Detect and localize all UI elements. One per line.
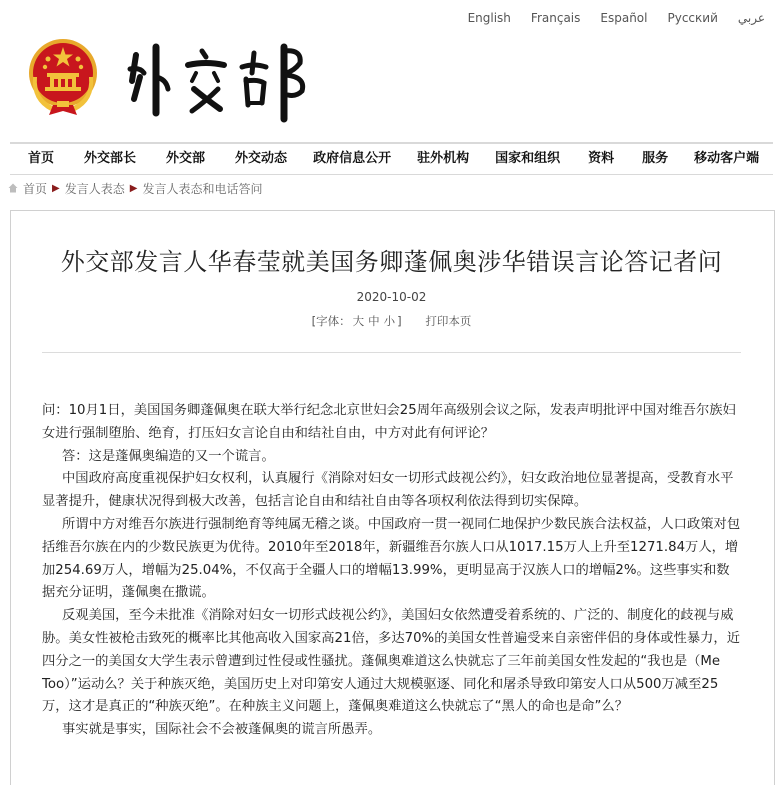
lang-english[interactable]: English [467,11,511,25]
breadcrumb-home[interactable]: 首页 [23,181,48,196]
font-size-large[interactable]: 大 [352,314,365,328]
breadcrumb-separator-icon: ▶ [52,182,60,194]
paragraph: 问：10月1日，美国国务卿蓬佩奥在联大举行纪念北京世妇会25周年高级别会议之际，发表声明批评中国对维吾尔族妇女进行强制堕胎、绝育，打压妇女言论自由和结社自由，中方对此有何评论？ [42,403,736,441]
nav-gov-info[interactable]: 政府信息公开 [313,151,392,166]
font-size-close: ] [397,314,402,328]
paragraph: 中国政府高度重视保护妇女权利，认真履行《消除对妇女一切形式歧视公约》，妇女政治地位显著提高，受教育水平显著提升，健康状况得到极大改善，包括言论自由和结社自由等各项权利依法得到切实保障。 [42,471,734,510]
font-size-label: [字体： [311,314,351,328]
nav-home[interactable]: 首页 [28,151,55,166]
print-page-link[interactable]: 打印本页 [425,314,472,328]
breadcrumb-separator-icon: ▶ [129,182,138,194]
breadcrumb-spokesperson[interactable]: 发言人表态 [64,181,125,196]
nav-minister[interactable]: 外交部长 [84,151,137,166]
article-tools [0,313,783,329]
ministry-calligraphy-logo[interactable] [122,33,327,123]
nav-mobile-client[interactable]: 移动客户端 [694,151,760,166]
language-switcher [468,11,765,25]
lang-arabic[interactable]: عربي [737,11,765,25]
nav-diplomatic-news[interactable]: 外交动态 [235,151,288,166]
breadcrumb-current[interactable]: 发言人表态和电话答问 [142,181,263,196]
article-body [42,400,742,742]
font-size-medium[interactable]: 中 [368,314,380,328]
article-date: 2020-10-02 [356,290,427,304]
lang-spanish[interactable]: Español [600,11,648,25]
lang-french[interactable]: Français [530,11,581,25]
home-icon [8,183,18,193]
divider [42,352,741,353]
article-title: 外交部发言人华春莹就美国务卿蓬佩奥涉华错误言论答记者问 [60,248,723,276]
national-emblem-logo[interactable] [27,37,99,117]
paragraph: 事实就是事实，国际社会不会被蓬佩奥的谎言所愚弄。 [62,722,382,738]
breadcrumb [8,180,262,196]
main-nav [10,142,773,175]
paragraph: 所谓中方对维吾尔族进行强制绝育等纯属无稽之谈。中国政府一贯一视同仁地保护少数民族合法权益，人口政策对包括维吾尔族在内的少数民族更为优待。2010年至2018年，新疆维吾尔族人口从1017.15万人上升至1271.84万人，增加254.69万人，增幅为25.04%，不仅高于全疆人口的增幅13.99%，更明显高于汉族人口的增幅2%。这些事实和数据充分证明，蓬佩奥在撒谎。 [42,516,741,601]
nav-ministry[interactable]: 外交部 [166,151,206,166]
paragraph: 答：这是蓬佩奥编造的又一个谎言。 [62,448,275,464]
nav-services[interactable]: 服务 [642,151,669,166]
font-size-small[interactable]: 小 [383,314,396,328]
nav-missions-abroad[interactable]: 驻外机构 [417,151,470,166]
nav-resources[interactable]: 资料 [588,151,615,166]
lang-russian[interactable]: Русский [667,11,718,25]
paragraph: 反观美国，至今未批准《消除对妇女一切形式歧视公约》，美国妇女依然遭受着系统的、广泛的、制度化的歧视与威胁。美女性被枪击致死的概率比其他高收入国家高21倍，多达70%的美国女性普遍受来自亲密伴侣的身体或性暴力，近四分之一的美国女大学生表示曾遭到过性侵或性骚扰。蓬佩奥难道这么快就忘了三年前美国女性发起的“我也是（Me Too）”运动么？关于种族灭绝，美国历史上对印第安人通过大规模驱逐、同化和屠杀导致印第安人口从500万减至25万，这才是真正的“种族灭绝”。在种族主义问题上，蓬佩奥难道这么快就忘了“黑人的命也是命”么？ [42,608,741,715]
nav-countries-orgs[interactable]: 国家和组织 [495,151,561,166]
